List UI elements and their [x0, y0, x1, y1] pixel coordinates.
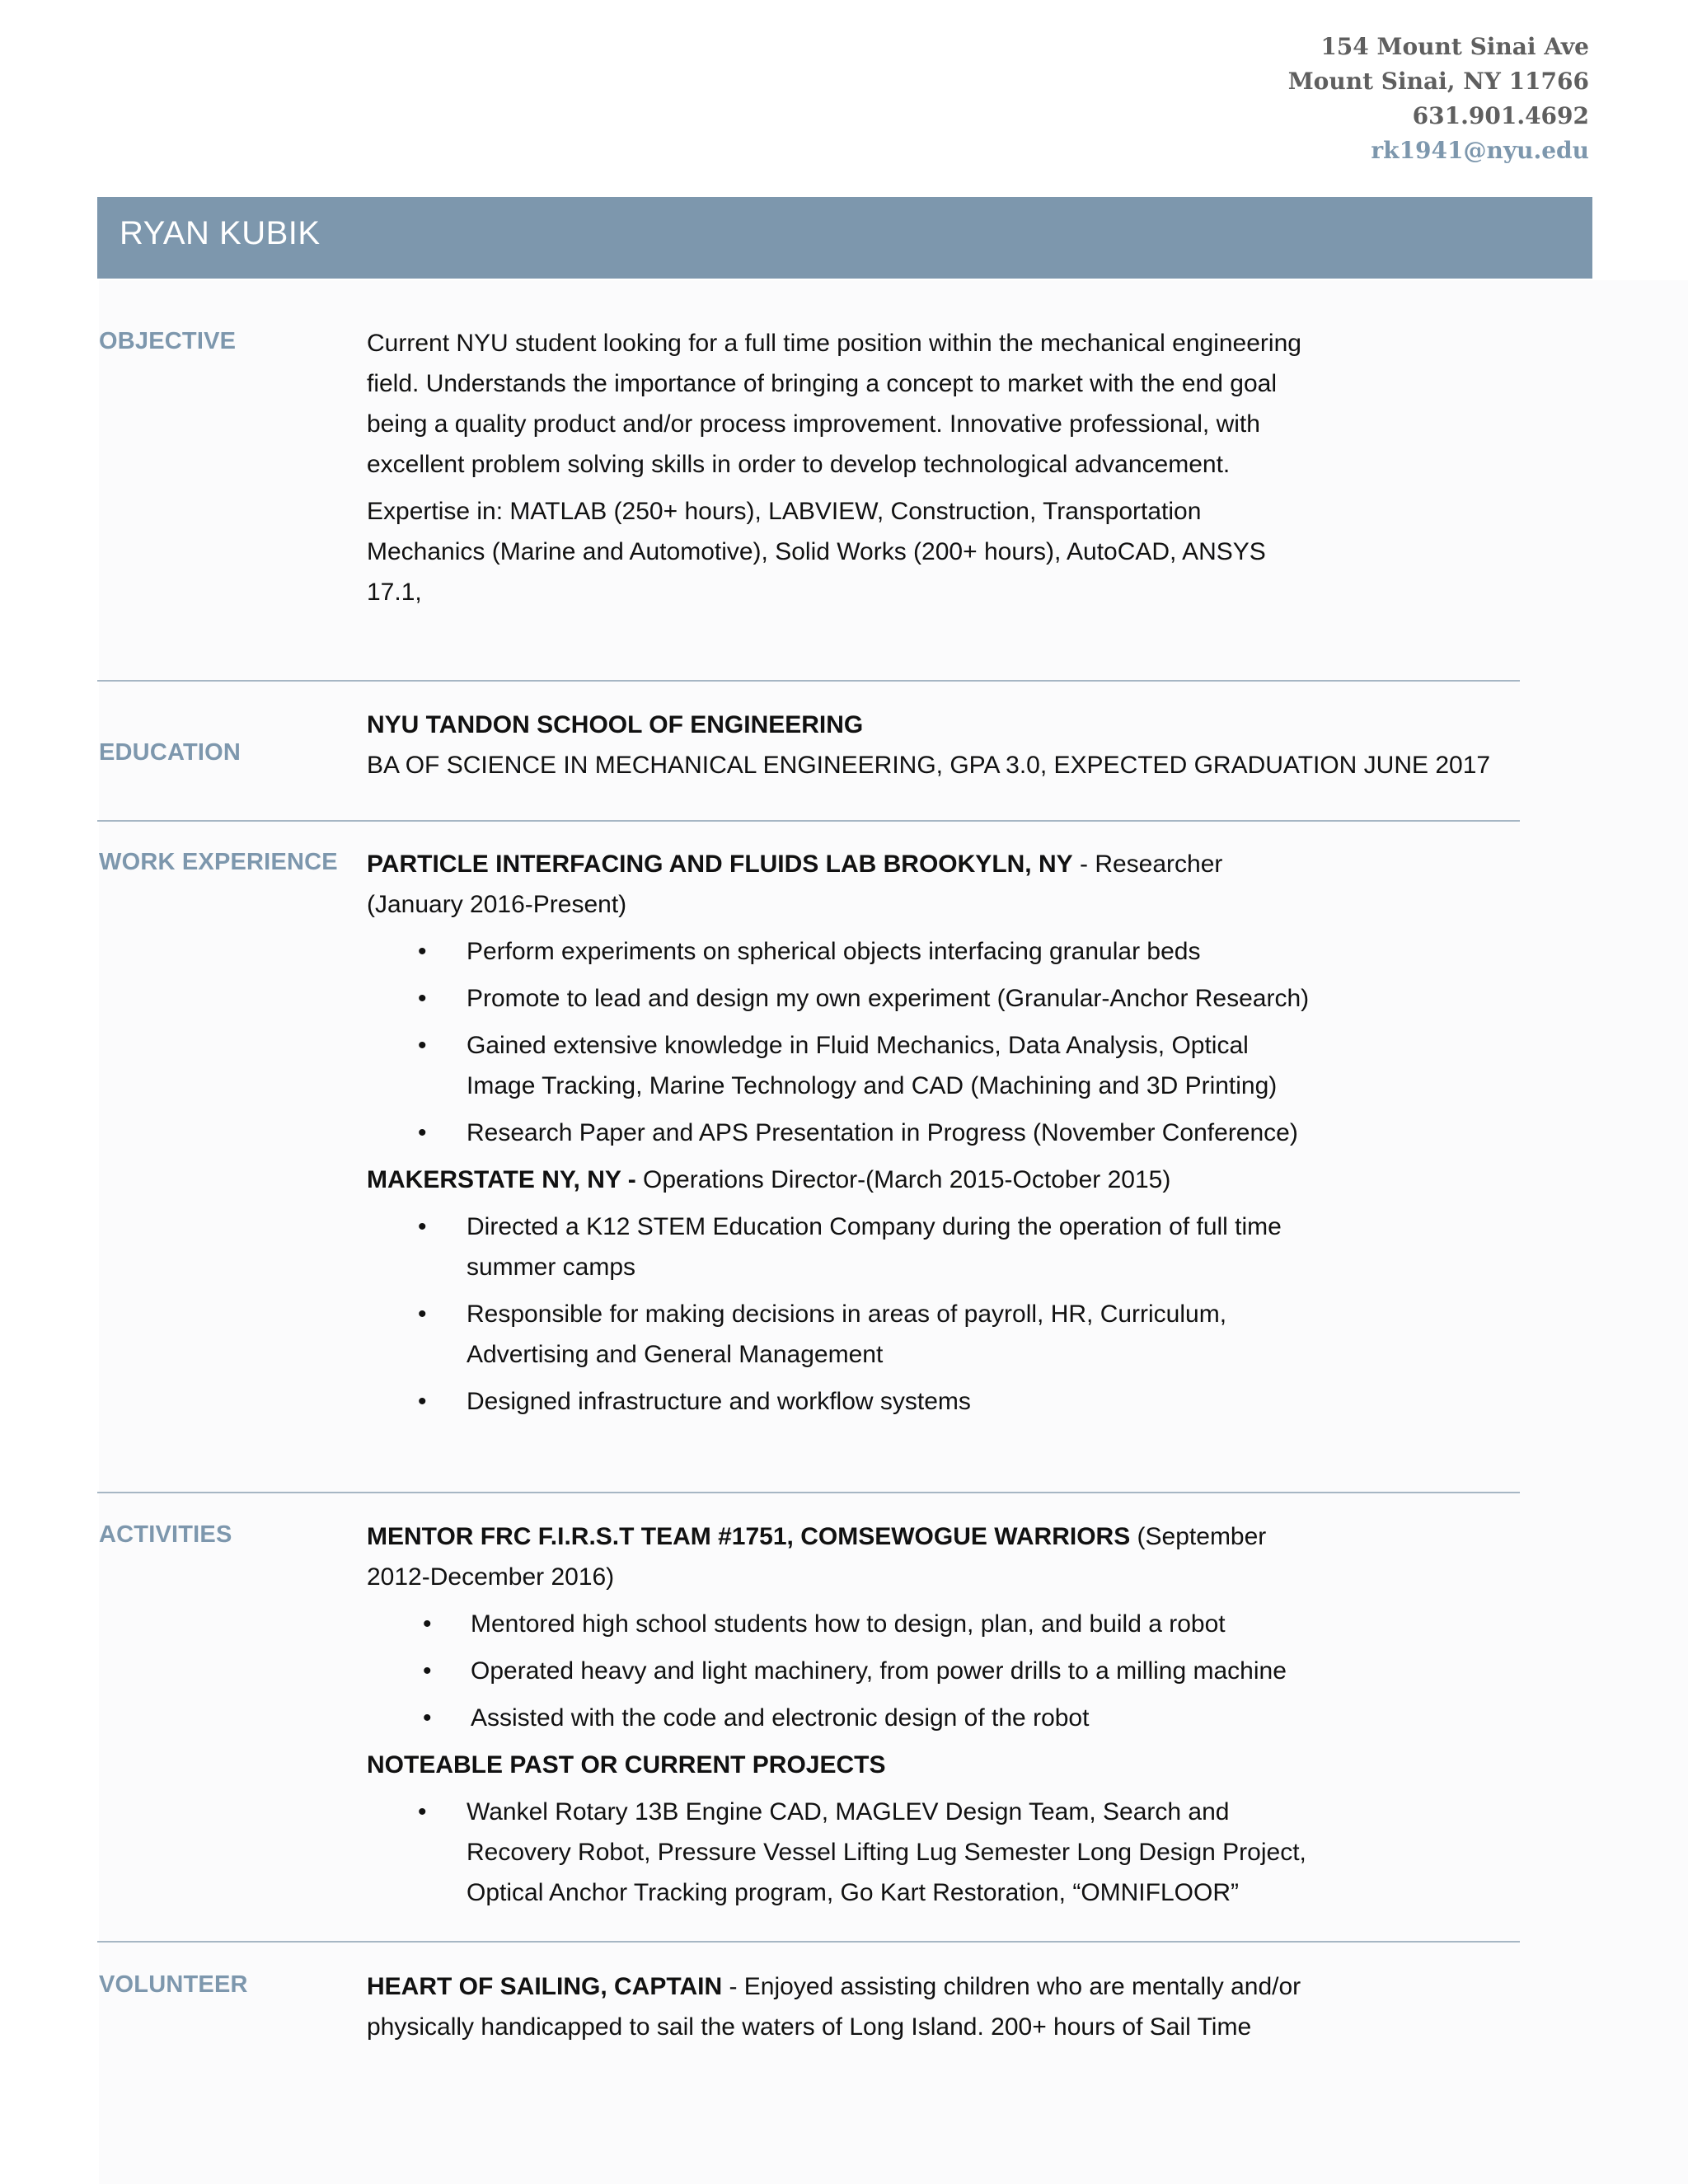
- list-item: [367, 1698, 1315, 1738]
- work-label: WORK EXPERIENCE: [99, 849, 338, 875]
- bullet-icon: •: [418, 1798, 427, 1825]
- job-role: Operations Director-(March 2015-October 2015): [635, 1166, 1171, 1193]
- list-item: [367, 1113, 1315, 1153]
- bullet-icon: •: [418, 1301, 427, 1328]
- list-item: [367, 1604, 1315, 1644]
- list-item: [367, 1651, 1315, 1691]
- list-item: [367, 931, 1315, 972]
- list-item-text: Designed infrastructure and workflow systems: [467, 1388, 971, 1415]
- list-item: [367, 978, 1315, 1019]
- projects-bullet-list: [367, 1792, 1315, 1913]
- mentor-dates: (September 2012-December 2016): [367, 1523, 1267, 1591]
- list-item: [367, 1025, 1315, 1106]
- list-item-text: Gained extensive knowledge in Fluid Mechanics, Data Analysis, Optical Image Tracking, Marine Technology and CAD (Machining and 3D Printing): [467, 1032, 1278, 1099]
- bullet-icon: •: [418, 1032, 427, 1059]
- candidate-name: RYAN KUBIK: [120, 215, 321, 251]
- mentor-heading: [367, 1516, 1315, 1597]
- activities-label: ACTIVITIES: [99, 1521, 232, 1548]
- list-item-text: Promote to lead and design my own experiment (Granular-Anchor Research): [467, 985, 1310, 1012]
- divider-objective: [97, 680, 1520, 682]
- divider-education: [97, 820, 1520, 822]
- contact-email[interactable]: rk1941@nyu.edu: [1371, 137, 1589, 164]
- list-item-text: Wankel Rotary 13B Engine CAD, MAGLEV Design Team, Search and Recovery Robot, Pressure Vessel Lifting Lug Semester Long Design Project, Optical Anchor Tracking program, Go Kart Restoration, “OMNIFLOOR”: [467, 1798, 1306, 1906]
- list-item: [367, 1294, 1315, 1375]
- volunteer-text: [367, 1966, 1315, 2047]
- objective-label: OBJECTIVE: [99, 328, 237, 354]
- job-bullet-list: [367, 1207, 1315, 1422]
- expertise-paragraph: Expertise in: MATLAB (250+ hours), LABVIEW, Construction, Transportation Mechanics (Marine and Automotive), Solid Works (200+ hours), AutoCAD, ANSYS 17.1,: [367, 498, 1266, 606]
- list-item-text: Mentored high school students how to design, plan, and build a robot: [471, 1610, 1226, 1638]
- bullet-icon: •: [418, 938, 427, 965]
- mentor-bullet-list: [367, 1604, 1315, 1738]
- bullet-icon: •: [423, 1704, 432, 1732]
- list-item-text: Operated heavy and light machinery, from power drills to a milling machine: [471, 1657, 1287, 1685]
- name-banner: [97, 197, 1592, 279]
- job-role: - Researcher (January 2016-Present): [367, 851, 1223, 918]
- list-item-text: Research Paper and APS Presentation in Progress (November Conference): [467, 1119, 1298, 1146]
- bullet-icon: •: [423, 1657, 432, 1685]
- bullet-icon: •: [418, 1119, 427, 1146]
- list-item-text: Directed a K12 STEM Education Company during the operation of full time summer camps: [467, 1213, 1282, 1281]
- contact-phone: 631.901.4692: [1412, 102, 1589, 129]
- education-body: [367, 705, 1562, 785]
- volunteer-org: HEART OF SAILING, CAPTAIN: [367, 1973, 723, 2000]
- bullet-icon: •: [418, 985, 427, 1012]
- bullet-icon: •: [423, 1610, 432, 1638]
- list-item: [367, 1792, 1315, 1913]
- volunteer-label: VOLUNTEER: [99, 1971, 248, 1998]
- list-item-text: Responsible for making decisions in areas of payroll, HR, Curriculum, Advertising and General Management: [467, 1301, 1227, 1368]
- divider-activities: [97, 1941, 1520, 1943]
- divider-work: [97, 1492, 1520, 1493]
- objective-body: [367, 323, 1315, 619]
- bullet-icon: •: [418, 1213, 427, 1240]
- list-item-text: Perform experiments on spherical objects interfacing granular beds: [467, 938, 1201, 965]
- contact-city: Mount Sinai, NY 11766: [1287, 68, 1589, 95]
- job-org: MAKERSTATE NY, NY -: [367, 1166, 636, 1193]
- education-label: EDUCATION: [99, 739, 241, 766]
- bullet-icon: •: [418, 1388, 427, 1415]
- activities-body: [367, 1516, 1315, 1919]
- job-heading: [367, 1160, 1315, 1200]
- volunteer-description: - Enjoyed assisting children who are mentally and/or physically handicapped to sail the waters of Long Island. 200+ hours of Sail Time: [367, 1973, 1301, 2041]
- mentor-org: MENTOR FRC F.I.R.S.T TEAM #1751, COMSEWOGUE WARRIORS: [367, 1523, 1131, 1550]
- volunteer-body: [367, 1966, 1315, 2047]
- job-org: PARTICLE INTERFACING AND FLUIDS LAB BROOKYLN, NY: [367, 851, 1073, 878]
- list-item: [367, 1207, 1315, 1287]
- job-heading: [367, 844, 1315, 925]
- contact-street: 154 Mount Sinai Ave: [1320, 33, 1589, 60]
- projects-heading: NOTEABLE PAST OR CURRENT PROJECTS: [367, 1751, 886, 1779]
- work-body: [367, 844, 1315, 1428]
- job-bullet-list: [367, 931, 1315, 1153]
- education-school: NYU TANDON SCHOOL OF ENGINEERING: [367, 711, 864, 738]
- objective-paragraph: Current NYU student looking for a full time position within the mechanical engineering field. Understands the importance of bringing a concept to market with the end goal being a quality product and/or process improvement. Innovative professional, with excellent problem solving skills in order to develop technological advancement.: [367, 330, 1301, 478]
- education-degree: BA OF SCIENCE IN MECHANICAL ENGINEERING, GPA 3.0, EXPECTED GRADUATION JUNE 2017: [367, 752, 1491, 779]
- contact-block: [1288, 30, 1589, 168]
- list-item: [367, 1381, 1315, 1422]
- list-item-text: Assisted with the code and electronic design of the robot: [471, 1704, 1090, 1732]
